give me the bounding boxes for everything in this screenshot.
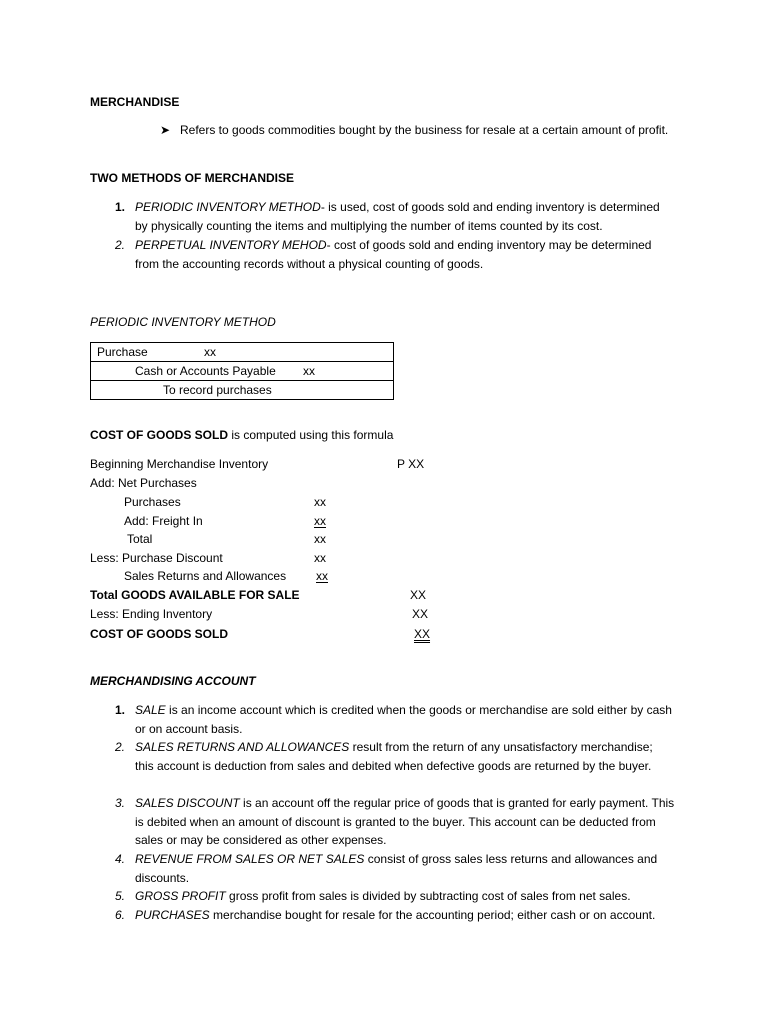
- account-number: 1.: [115, 703, 126, 717]
- cogs-intro-term: COST OF GOODS SOLD: [90, 428, 229, 442]
- method-description: - is used, cost of goods sold and ending inventory is determined by physically counting the items and multiplying the number of items counted by its cost.: [135, 200, 660, 233]
- account-term: SALES RETURNS AND ALLOWANCES: [135, 740, 350, 754]
- purchases-value: xx: [314, 495, 326, 509]
- merch-account-heading: MERCHANDISING ACCOUNT: [90, 674, 256, 688]
- method-number: 1.: [115, 200, 126, 214]
- journal-amount: xx: [303, 364, 315, 378]
- beginning-inventory-value: P XX: [397, 457, 425, 471]
- journal-account: Purchase: [97, 345, 148, 359]
- total-label: Total: [127, 532, 153, 546]
- goods-available-term: GOODS AVAILABLE FOR SALE: [121, 588, 300, 602]
- account-term: SALE: [135, 703, 166, 717]
- account-number: 2.: [115, 740, 126, 754]
- account-item: [135, 887, 675, 906]
- method-item: [135, 198, 675, 235]
- method-term: PERPETUAL INVENTORY MEHOD: [135, 238, 327, 252]
- goods-available-label: [90, 586, 300, 604]
- journal-row: [91, 381, 393, 399]
- journal-explanation: To record purchases: [163, 383, 272, 397]
- method-number: 2.: [115, 238, 126, 252]
- journal-amount: xx: [204, 345, 216, 359]
- purchases-label: Purchases: [124, 495, 181, 509]
- account-description: is an account off the regular price of goods that is granted for early payment. This is debited when an amount of discount is granted to the buyer. This account can be deducted from sales or may be considered as other expenses.: [135, 796, 675, 848]
- account-item: [135, 906, 695, 925]
- account-item: [135, 738, 665, 775]
- ending-inventory-label: Less: Ending Inventory: [90, 607, 213, 621]
- merchandise-heading: MERCHANDISE: [90, 95, 180, 109]
- journal-entry-table: [90, 342, 394, 400]
- freight-in-label: Add: Freight In: [124, 514, 203, 528]
- account-item: [135, 701, 675, 738]
- returns-allowances-value: xx: [316, 569, 328, 583]
- returns-allowances-label: Sales Returns and Allowances: [124, 569, 287, 583]
- account-description: merchandise bought for resale for the accounting period; either cash or on account.: [209, 908, 656, 922]
- account-term: GROSS PROFIT: [135, 889, 226, 903]
- account-number: 3.: [115, 796, 126, 810]
- cogs-total-label: COST OF GOODS SOLD: [90, 627, 229, 641]
- purchase-discount-label: Less: Purchase Discount: [90, 551, 223, 565]
- method-item: [135, 236, 665, 273]
- goods-available-prefix: Total: [90, 588, 122, 602]
- cogs-total-value: XX: [414, 627, 431, 641]
- account-item: [135, 850, 665, 887]
- add-net-purchases-label: Add: Net Purchases: [90, 476, 197, 490]
- two-methods-heading: TWO METHODS OF MERCHANDISE: [90, 171, 294, 185]
- account-description: result from the return of any unsatisfactory merchandise; this account is deduction from sales and debited when defective goods are returned by the buyer.: [135, 740, 653, 773]
- account-description: gross profit from sales is divided by subtracting cost of sales from net sales.: [225, 889, 631, 903]
- journal-row: [91, 362, 393, 381]
- account-term: PURCHASES: [135, 908, 210, 922]
- account-number: 6.: [115, 908, 126, 922]
- method-description: - cost of goods sold and ending inventory may be determined from the accounting records without a physical counting of goods.: [135, 238, 652, 271]
- account-description: consist of gross sales less returns and allowances and discounts.: [135, 852, 658, 885]
- account-description: is an income account which is credited when the goods or merchandise are sold either by cash or on account basis.: [135, 703, 672, 736]
- periodic-heading: PERIODIC INVENTORY METHOD: [90, 315, 276, 329]
- method-term: PERIODIC INVENTORY METHOD: [135, 200, 321, 214]
- freight-in-value: xx: [314, 514, 326, 528]
- total-value: xx: [314, 532, 326, 546]
- merchandise-definition: Refers to goods commodities bought by the business for resale at a certain amount of profit.: [180, 123, 669, 137]
- account-number: 4.: [115, 852, 126, 866]
- journal-account: Cash or Accounts Payable: [135, 364, 276, 378]
- journal-row: [91, 343, 393, 362]
- cogs-intro: [90, 426, 393, 444]
- account-term: REVENUE FROM SALES OR NET SALES: [135, 852, 365, 866]
- account-term: SALES DISCOUNT: [135, 796, 240, 810]
- goods-available-value: XX: [410, 588, 427, 602]
- ending-inventory-value: XX: [412, 607, 429, 621]
- arrow-bullet-icon: ➤: [160, 123, 171, 137]
- beginning-inventory-label: Beginning Merchandise Inventory: [90, 457, 269, 471]
- purchase-discount-value: xx: [314, 551, 326, 565]
- cogs-intro-text: is computed using this formula: [228, 428, 394, 442]
- account-item: [135, 794, 675, 850]
- account-number: 5.: [115, 889, 126, 903]
